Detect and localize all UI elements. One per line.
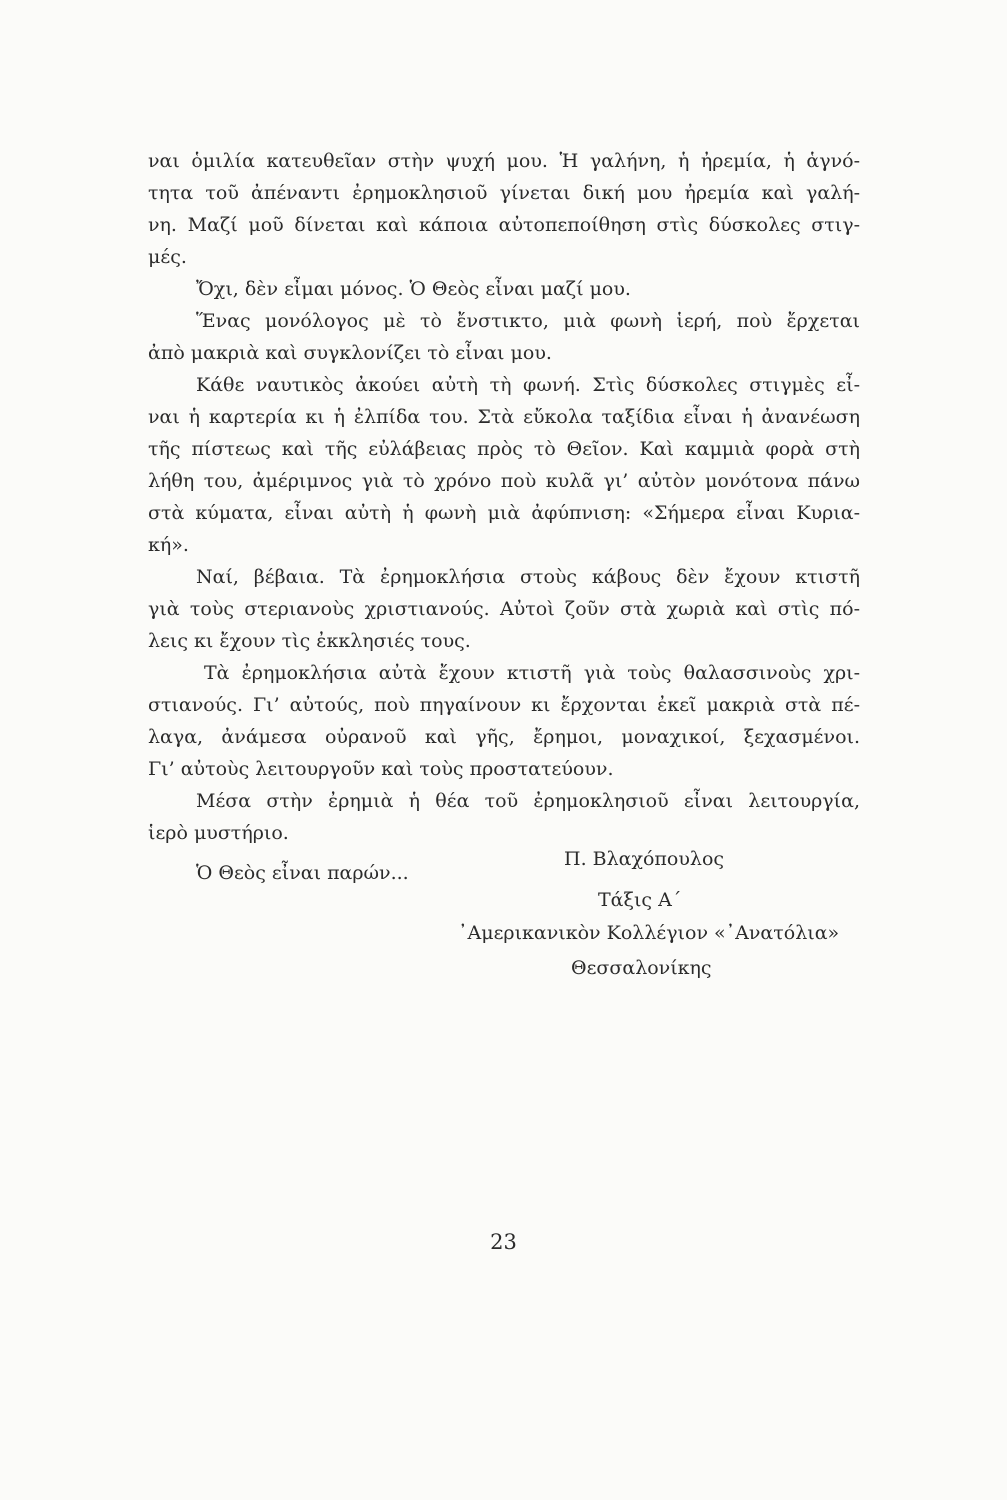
text-line: ναι ὁμιλία κατευθεῖαν στὴν ψυχή μου. Ἡ γαλήνη, ἡ ἠρεμία, ἡ ἁγνό- xyxy=(148,150,860,172)
text-line: τῆς πίστεως καὶ τῆς εὐλάβειας πρὸς τὸ Θεῖον. Καὶ καμμιὰ φορὰ στὴ xyxy=(148,438,860,460)
text-line: λήθη του, ἀμέριμνος γιὰ τὸ χρόνο ποὺ κυλᾶ γι’ αὐτὸν μονότονα πάνω xyxy=(148,470,860,492)
page-number: 23 xyxy=(490,1230,517,1254)
signature-class: Τάξις Α΄ xyxy=(598,889,682,911)
paragraph-spacer xyxy=(148,849,860,857)
text-line: ναι ἡ καρτερία κι ἡ ἐλπίδα του. Στὰ εὔκολα ταξίδια εἶναι ἡ ἀνανέωση xyxy=(148,406,860,428)
text-line: στὰ κύματα, εἶναι αὐτὴ ἡ φωνὴ μιὰ ἀφύπνιση: «Σήμερα εἶναι Κυρια- xyxy=(148,502,860,524)
text-line: λεις κι ἔχουν τὶς ἐκκλησιές τους. xyxy=(148,630,471,652)
text-line: Τὰ ἐρημοκλήσια αὐτὰ ἔχουν κτιστῆ γιὰ τοὺς θαλασσινοὺς χρι- xyxy=(204,662,860,684)
text-line: γιὰ τοὺς στεριανοὺς χριστιανούς. Αὐτοὶ ζοῦν στὰ χωριὰ καὶ στὶς πό- xyxy=(148,598,860,620)
signature-author: Π. Βλαχόπουλος xyxy=(564,848,725,870)
text-line: στιανούς. Γι’ αὐτούς, ποὺ πηγαίνουν κι ἔρχονται ἐκεῖ μακριὰ στὰ πέ- xyxy=(148,694,860,716)
text-line: κή». xyxy=(148,534,189,556)
text-line: Μέσα στὴν ἐρημιὰ ἡ θέα τοῦ ἐρημοκλησιοῦ εἶναι λειτουργία, xyxy=(196,790,860,812)
text-line: Ναί, βέβαια. Τὰ ἐρημοκλήσια στοὺς κάβους δὲν ἔχουν κτιστῆ xyxy=(196,566,860,588)
body-text xyxy=(148,145,860,889)
text-line: ἀπὸ μακριὰ καὶ συγκλονίζει τὸ εἶναι μου. xyxy=(148,342,552,364)
text-line: νη. Μαζί μοῦ δίνεται καὶ κάποια αὐτοπεποίθηση στὶς δύσκολες στιγ- xyxy=(148,214,860,236)
text-line: ἱερὸ μυστήριο. xyxy=(148,822,289,844)
signature-city: Θεσσαλονίκης xyxy=(571,957,712,979)
text-line: τητα τοῦ ἀπέναντι ἐρημοκλησιοῦ γίνεται δική μου ἠρεμία καὶ γαλή- xyxy=(148,182,860,204)
text-line: Ἕνας μονόλογος μὲ τὸ ἔνστικτο, μιὰ φωνὴ ἱερή, ποὺ ἔρχεται xyxy=(196,310,860,332)
signature-school: ᾿Αμερικανικὸν Κολλέγιον «᾿Ανατόλια» xyxy=(458,922,840,944)
text-line: Γι’ αὐτοὺς λειτουργοῦν καὶ τοὺς προστατεύουν. xyxy=(148,758,614,780)
text-line: μές. xyxy=(148,246,187,268)
text-line: Κάθε ναυτικὸς ἀκούει αὐτὴ τὴ φωνή. Στὶς δύσκολες στιγμὲς εἶ- xyxy=(196,374,860,396)
text-line: λαγα, ἀνάμεσα οὐρανοῦ καὶ γῆς, ἔρημοι, μοναχικοί, ξεχασμένοι. xyxy=(148,726,860,748)
text-line: Ὄχι, δὲν εἶμαι μόνος. Ὁ Θεὸς εἶναι μαζί μου. xyxy=(196,278,631,300)
text-line: Ὁ Θεὸς εἶναι παρών... xyxy=(196,862,409,884)
